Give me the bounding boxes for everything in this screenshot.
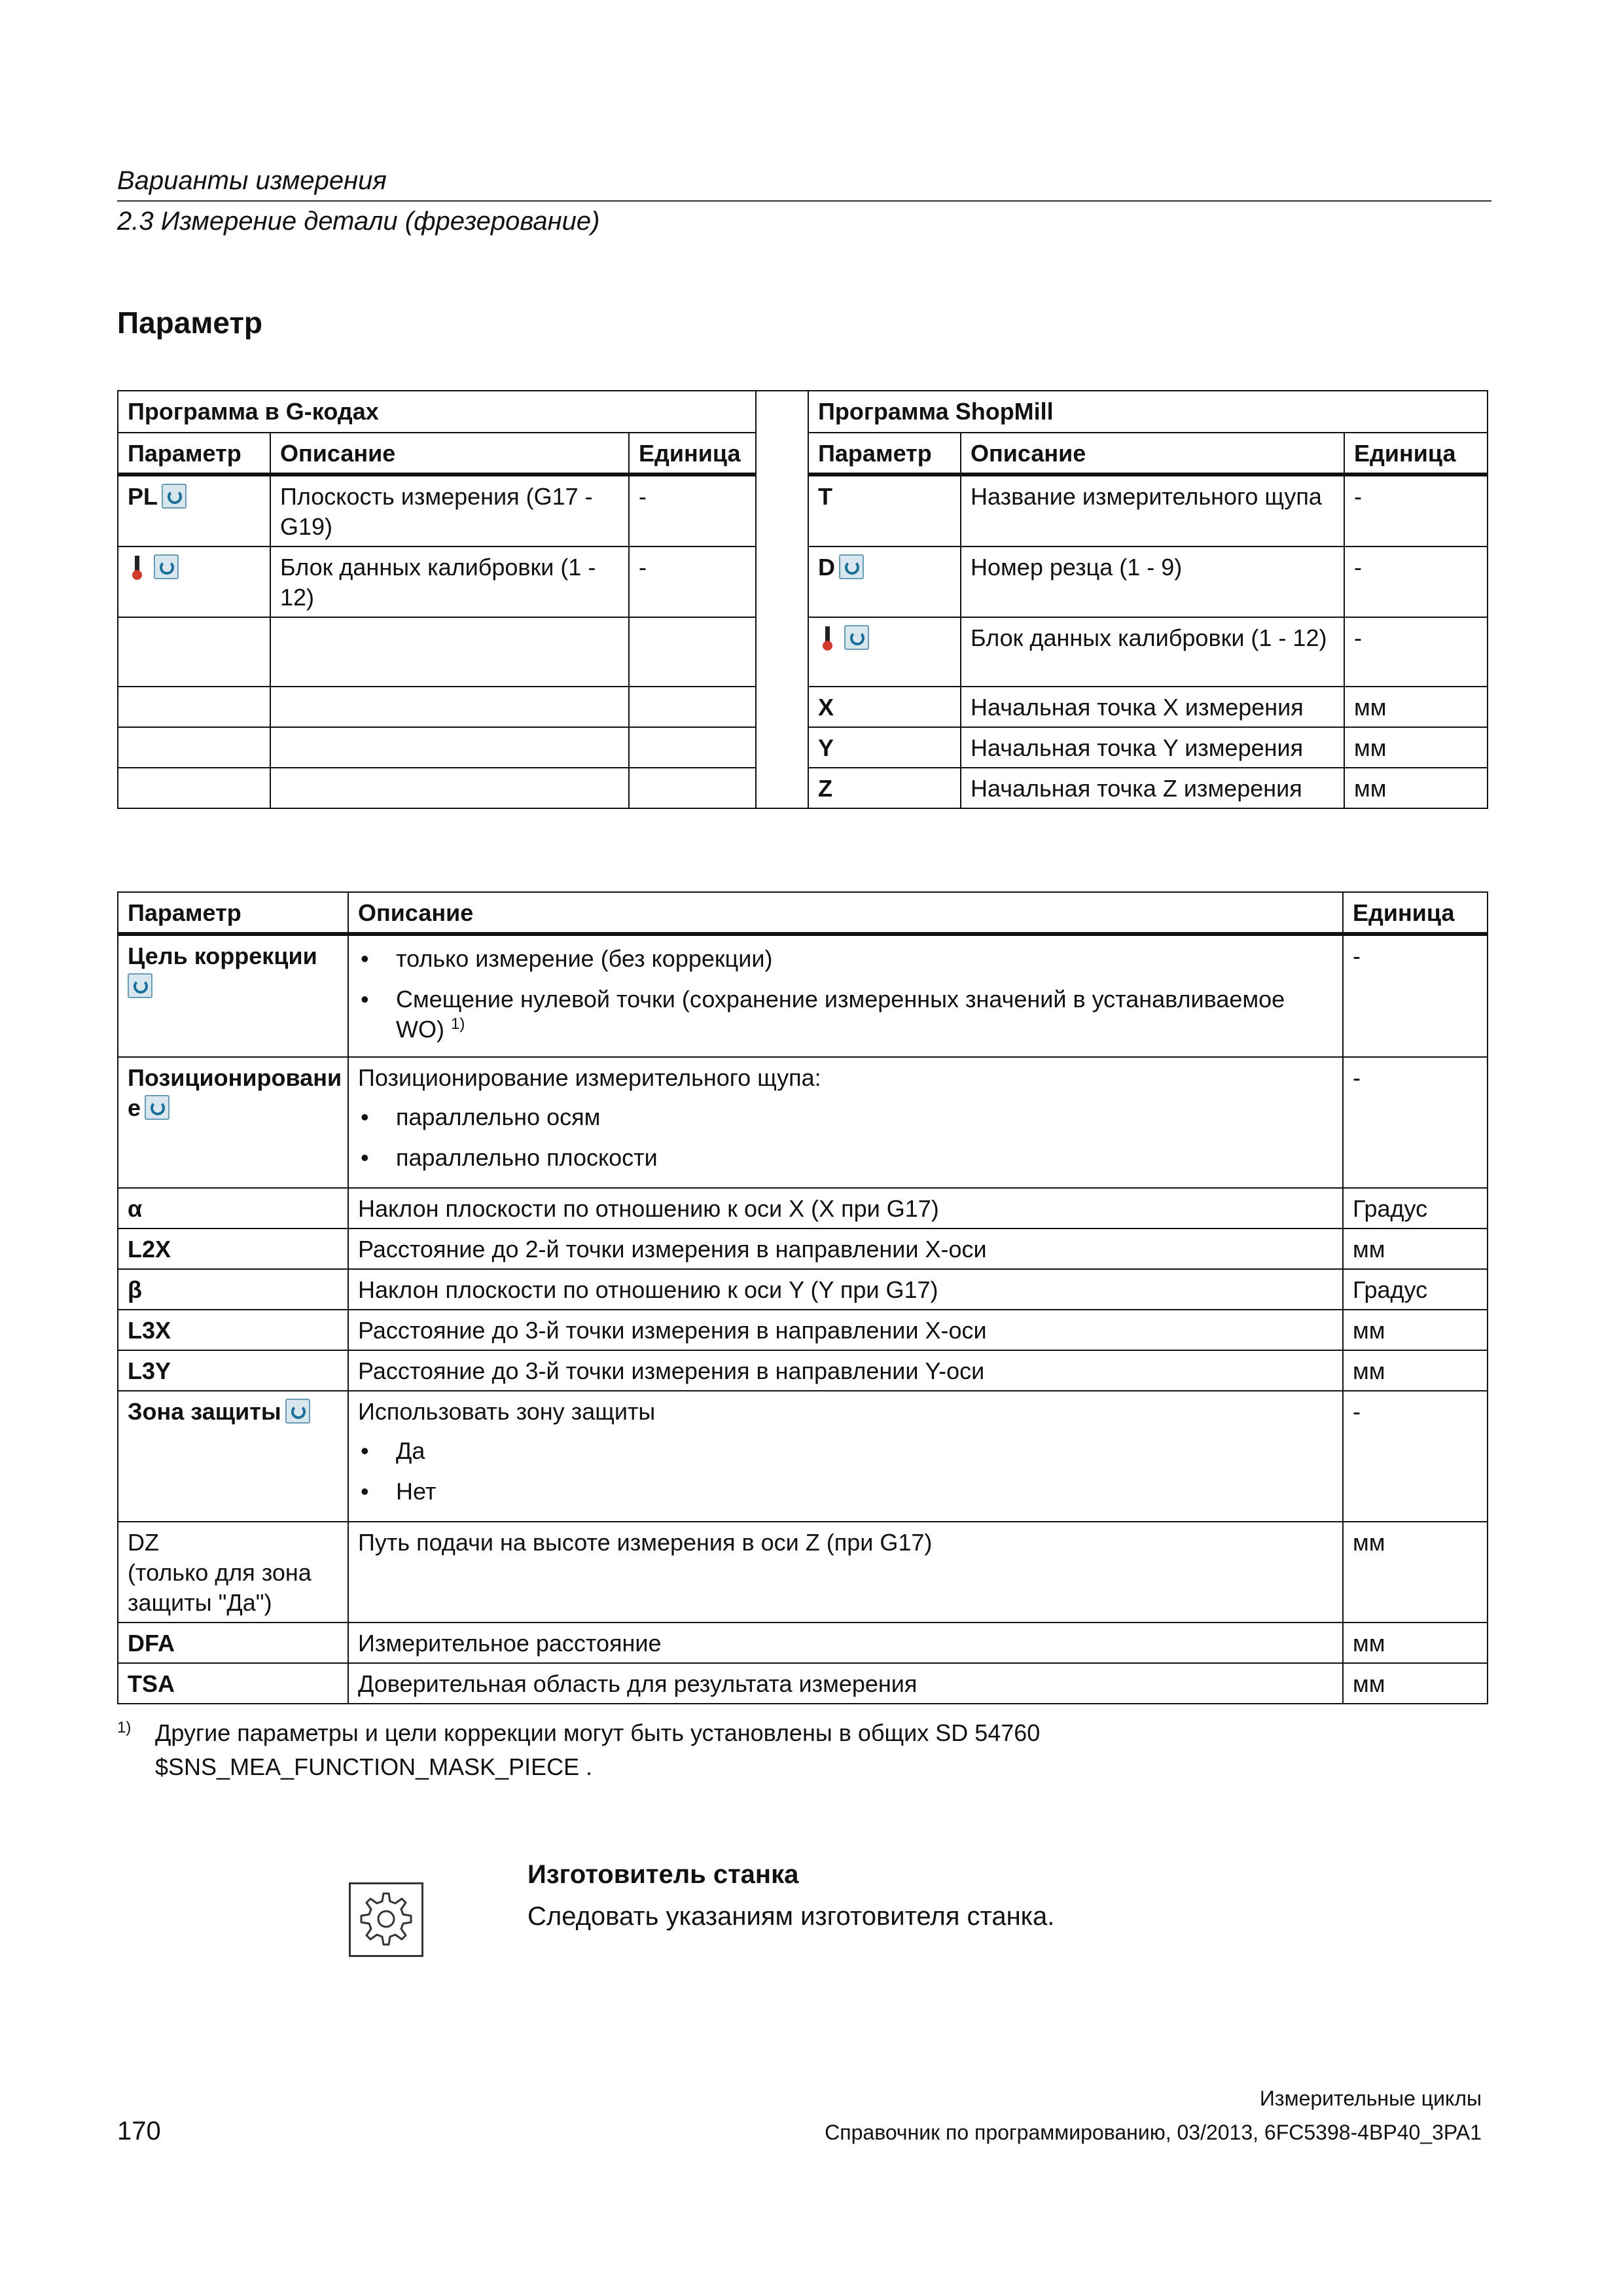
- shopmill-col-unit: Единица: [1344, 433, 1488, 475]
- desc-cell: Наклон плоскости по отношению к оси Y (Y при G17): [348, 1269, 1343, 1310]
- gcode-empty-cell: [629, 617, 756, 687]
- shopmill-desc-cell: Начальная точка X измерения: [961, 687, 1344, 727]
- param-name: Цель коррекции: [128, 942, 317, 969]
- list-item: • параллельно осям: [358, 1102, 1333, 1132]
- table-row: [118, 1269, 1488, 1310]
- desc-intro: Использовать зону защиты: [358, 1398, 656, 1425]
- list-item: • Да: [358, 1436, 1333, 1466]
- param-note: (только для зона защиты "Да"): [128, 1559, 312, 1616]
- param-cell: DFA: [118, 1623, 348, 1663]
- list-item: [358, 984, 1333, 1045]
- shopmill-desc-cell: Название измерительного щупа: [961, 475, 1344, 547]
- bullet-list: [358, 1102, 1333, 1173]
- param-name: Позиционировани е: [128, 1064, 342, 1121]
- param-cell: L2X: [118, 1229, 348, 1269]
- footnote: [117, 1716, 1491, 1784]
- shopmill-param-cell: [808, 547, 961, 617]
- gear-icon: [349, 1882, 423, 1957]
- shopmill-program-title: Программа ShopMill: [808, 391, 1488, 433]
- unit-cell: мм: [1343, 1663, 1488, 1704]
- shopmill-unit-cell: -: [1344, 475, 1488, 547]
- gcode-desc-cell: Плоскость измерения (G17 - G19): [270, 475, 629, 547]
- footnote-line2: $SNS_MEA_FUNCTION_MASK_PIECE .: [155, 1753, 593, 1780]
- param-cell: [118, 1522, 348, 1623]
- gcode-param-cell: [118, 475, 270, 547]
- table-row: [118, 934, 1488, 1057]
- cycle-icon: [128, 973, 152, 998]
- list-item: • только измерение (без коррекции): [358, 944, 1333, 974]
- unit-cell: мм: [1343, 1310, 1488, 1350]
- table-row: [118, 1188, 1488, 1229]
- gcode-col-param: Параметр: [118, 433, 270, 475]
- gcode-empty-cell: [629, 768, 756, 808]
- shopmill-param-cell: Z: [808, 768, 961, 808]
- shopmill-unit-cell: -: [1344, 547, 1488, 617]
- shopmill-param-cell: T: [808, 475, 961, 547]
- desc-cell: [348, 1057, 1343, 1188]
- desc-intro: Позиционирование измерительного щупа:: [358, 1064, 821, 1091]
- shopmill-unit-cell: мм: [1344, 687, 1488, 727]
- table-row: [118, 1310, 1488, 1350]
- col-param: Параметр: [118, 892, 348, 934]
- col-desc: Описание: [348, 892, 1343, 934]
- desc-cell: Измерительное расстояние: [348, 1623, 1343, 1663]
- unit-cell: мм: [1343, 1522, 1488, 1623]
- param-cell: [118, 1391, 348, 1522]
- section-header: 2.3 Измерение детали (фрезерование): [117, 207, 600, 236]
- list-item-text: Смещение нулевой точки (сохранение измеренных значений в устанавливаемое WO): [396, 986, 1285, 1043]
- shopmill-param-cell: X: [808, 687, 961, 727]
- footer-manual-name: Измерительные циклы: [1259, 2087, 1482, 2110]
- unit-cell: Градус: [1343, 1269, 1488, 1310]
- page-title: Параметр: [117, 306, 262, 340]
- bullet-list: [358, 944, 1333, 1045]
- gcode-empty-cell: [629, 727, 756, 768]
- col-unit: Единица: [1343, 892, 1488, 934]
- cycle-icon: [839, 554, 864, 579]
- table-row: [118, 1623, 1488, 1663]
- note-text: Следовать указаниям изготовителя станка.: [527, 1902, 1055, 1931]
- gcode-empty-cell: [270, 687, 629, 727]
- bullet-list: [358, 1436, 1333, 1507]
- desc-cell: Расстояние до 2-й точки измерения в направлении X-оси: [348, 1229, 1343, 1269]
- shopmill-param-cell: Y: [808, 727, 961, 768]
- gcode-empty-cell: [629, 687, 756, 727]
- gcode-program-title: Программа в G-кодах: [118, 391, 756, 433]
- param-cell: [118, 934, 348, 1057]
- gcode-col-desc: Описание: [270, 433, 629, 475]
- shopmill-col-desc: Описание: [961, 433, 1344, 475]
- shopmill-desc-cell: Номер резца (1 - 9): [961, 547, 1344, 617]
- shopmill-desc-cell: Начальная точка Z измерения: [961, 768, 1344, 808]
- desc-cell: [348, 934, 1343, 1057]
- cycle-icon: [285, 1399, 310, 1424]
- probe-icon: [128, 554, 147, 581]
- probe-icon: [818, 625, 838, 651]
- shopmill-unit-cell: -: [1344, 617, 1488, 687]
- desc-cell: [348, 1391, 1343, 1522]
- shopmill-unit-cell: мм: [1344, 727, 1488, 768]
- gcode-desc-cell: Блок данных калибровки (1 - 12): [270, 547, 629, 617]
- table-row: [118, 1391, 1488, 1522]
- unit-cell: мм: [1343, 1623, 1488, 1663]
- table-row: [118, 1350, 1488, 1391]
- param-name: PL: [128, 483, 158, 510]
- param-name: D: [818, 554, 836, 581]
- gcode-empty-cell: [270, 617, 629, 687]
- shopmill-desc-cell: Блок данных калибровки (1 - 12): [961, 617, 1344, 687]
- gcode-unit-cell: -: [629, 547, 756, 617]
- gcode-empty-cell: [270, 727, 629, 768]
- table-row: [118, 1663, 1488, 1704]
- list-item: • Нет: [358, 1477, 1333, 1507]
- unit-cell: -: [1343, 934, 1488, 1057]
- desc-cell: Расстояние до 3-й точки измерения в направлении Y-оси: [348, 1350, 1343, 1391]
- unit-cell: -: [1343, 1057, 1488, 1188]
- gcode-unit-cell: -: [629, 475, 756, 547]
- gcode-empty-cell: [270, 768, 629, 808]
- unit-cell: -: [1343, 1391, 1488, 1522]
- header-divider: [117, 200, 1491, 202]
- desc-cell: Наклон плоскости по отношению к оси X (X при G17): [348, 1188, 1343, 1229]
- param-cell: L3Y: [118, 1350, 348, 1391]
- cycle-icon: [154, 554, 179, 579]
- program-parameter-table: [117, 390, 1488, 809]
- param-name: DZ: [128, 1529, 159, 1556]
- gcode-empty-cell: [118, 727, 270, 768]
- gcode-col-unit: Единица: [629, 433, 756, 475]
- gcode-empty-cell: [118, 768, 270, 808]
- footnote-ref: 1): [450, 1015, 465, 1033]
- shopmill-col-param: Параметр: [808, 433, 961, 475]
- param-cell: β: [118, 1269, 348, 1310]
- param-name: Зона защиты: [128, 1398, 281, 1425]
- shopmill-unit-cell: мм: [1344, 768, 1488, 808]
- cycle-icon: [844, 625, 869, 650]
- cycle-icon: [162, 484, 187, 509]
- table-row: [118, 1057, 1488, 1188]
- note-title: Изготовитель станка: [527, 1860, 799, 1889]
- shopmill-param-cell: [808, 617, 961, 687]
- table-row: [118, 1229, 1488, 1269]
- cycle-icon: [145, 1095, 169, 1120]
- desc-cell: Доверительная область для результата измерения: [348, 1663, 1343, 1704]
- table-row: [118, 1522, 1488, 1623]
- footer-manual-ref: Справочник по программированию, 03/2013, 6FC5398-4BP40_3PA1: [825, 2121, 1482, 2144]
- desc-cell: Расстояние до 3-й точки измерения в направлении X-оси: [348, 1310, 1343, 1350]
- gcode-param-cell: [118, 547, 270, 617]
- gcode-empty-cell: [118, 617, 270, 687]
- list-item: • параллельно плоскости: [358, 1143, 1333, 1173]
- shopmill-desc-cell: Начальная точка Y измерения: [961, 727, 1344, 768]
- param-cell: α: [118, 1188, 348, 1229]
- param-cell: L3X: [118, 1310, 348, 1350]
- unit-cell: мм: [1343, 1229, 1488, 1269]
- footnote-mark: 1): [117, 1719, 132, 1736]
- page-number: 170: [117, 2117, 161, 2145]
- param-cell: TSA: [118, 1663, 348, 1704]
- param-cell: [118, 1057, 348, 1188]
- chapter-header: Варианты измерения: [117, 166, 387, 195]
- gcode-empty-cell: [118, 687, 270, 727]
- measurement-parameter-table: [117, 891, 1488, 1704]
- unit-cell: Градус: [1343, 1188, 1488, 1229]
- footnote-line1: Другие параметры и цели коррекции могут быть установлены в общих SD 54760: [155, 1719, 1041, 1746]
- unit-cell: мм: [1343, 1350, 1488, 1391]
- table-spacer-column: [756, 391, 808, 808]
- desc-cell: Путь подачи на высоте измерения в оси Z (при G17): [348, 1522, 1343, 1623]
